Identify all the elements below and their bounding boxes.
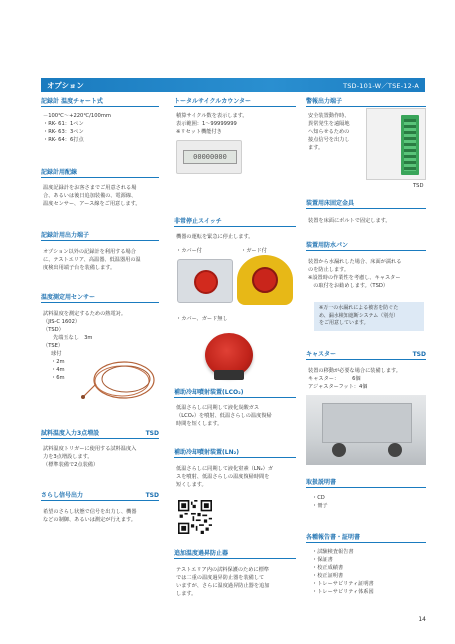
alarm-terminal-tag: TSD xyxy=(413,183,424,189)
recorder-wiring-title: 記録計用配線 xyxy=(41,167,159,178)
terminal-block-image xyxy=(366,108,426,180)
counter-display: 00000000 xyxy=(183,150,237,164)
temp-sensor-title: 温度測定用センサー xyxy=(41,292,159,303)
model-label: TSD-101-W／TSE-12-A xyxy=(343,81,419,90)
temp-sensor-text: 試料温度を測定するための熱電対。 （JIS-C 1602） （TSD） 先端玉なし 3m （TSE） 球付 ・2m ・4m ・6m xyxy=(43,311,127,381)
alarm-terminal-text: 安全装置動作時、 異常発生を遠隔地 へ知らせるための 接点信号を出力し ます。 xyxy=(308,113,350,151)
trigger-text: 試料温度トリガーに使用する試料温度入 力を3点増設します。 （標準装備で2点装備） xyxy=(43,446,137,468)
emergency-stop-plain-label: ・カバー、ガード無し xyxy=(176,316,228,322)
lco2-title: 補助冷却噴射装置(LCO₂) xyxy=(174,387,296,398)
exposure-output-text: 希望のさらし状態で信号を出力し、機器 などの制御、あるいは測定が行えます。 xyxy=(43,509,137,523)
ln2-title: 補助冷却噴射装置(LN₂) xyxy=(174,447,296,458)
page-number: 14 xyxy=(418,616,426,623)
overtemp-text: テストエリア内の試料保護のために標準 では二重の温度過昇防止器を装備して いますが、さらに温度過昇防止器を追加 します。 xyxy=(176,567,270,597)
reports-list: ・試験検査報告書 ・保証書 ・校正成績書 ・校正証明書 ・トレーサビリティ証明書 ・トレーサビリティ体系図 xyxy=(312,549,374,595)
reports-title: 各種報告書・証明書 xyxy=(306,532,426,543)
emergency-stop-cover-label: ・カバー付 xyxy=(176,248,202,254)
chart-recorder-title: 記録計 温度チャート式 xyxy=(41,96,159,107)
casters-text: 装置の移動が必要な場合に装備します。 キャスター： 6個 アジャスターフット：4個 xyxy=(308,368,401,390)
chart-recorder-text: －100℃～+220℃/100mm ・RK- 61：1ペン ・RK- 63：3ペン ・RK- 64：6打点 xyxy=(43,113,111,143)
stop-button-icon xyxy=(194,270,218,294)
output-terminal-title: 記録計用出力端子 xyxy=(41,230,159,241)
manual-text: ・CD ・冊子 xyxy=(312,495,328,509)
caster-photo xyxy=(306,395,426,465)
floor-fixing-text: 装置を床面にボルトで固定します。 xyxy=(308,218,391,224)
output-terminal-text: オプション以外の記録計を利用する場合 に、テストエリア、高温器、低温器用の温 度検出用端子台を装備します。 xyxy=(43,249,141,271)
emergency-stop-title: 非常停止スイッチ xyxy=(174,216,296,227)
exposure-output-title: さらし信号出力 TSD xyxy=(41,492,159,499)
stop-switch-guard-image xyxy=(237,255,293,305)
water-pan-title: 装置用防水パン xyxy=(306,240,426,251)
cycle-counter-text: 積算サイクル数を表示します。 表示範囲：1～99999999 ※リセット機能付き xyxy=(176,113,248,135)
manual-title: 取扱説明書 xyxy=(306,477,426,488)
emergency-stop-guard-label: ・ガード付 xyxy=(241,248,267,254)
stop-button-base xyxy=(214,370,244,380)
casters-title: キャスター TSD xyxy=(306,351,426,358)
caster-wheel xyxy=(332,443,346,457)
stop-button-icon xyxy=(252,267,278,293)
thermocouple-image xyxy=(78,356,158,410)
ln2-text: 低温さらしに同期して液化窒素（LN₂）ガ スを噴射、低温さらしの温度復帰時間を 短くします。 xyxy=(176,466,274,488)
water-pan-text: 装置から水漏れした場合、床面が濡れる のを防止します。 ※設置時の作業性を考慮し、キャスター の取付をお勧めします。（TSD） xyxy=(308,259,402,289)
recorder-wiring-text: 温度記録計をお客さまでご用意される場 合、あるいは後日追加装備の、電源線、 温度センサー、アース線をご用意します。 xyxy=(43,185,141,207)
counter-device-image xyxy=(176,140,242,174)
alarm-terminal-title: 警報出力端子 xyxy=(306,96,426,107)
terminal-strip xyxy=(401,115,419,175)
cycle-counter-title: トータルサイクルカウンター xyxy=(174,96,296,107)
lco2-text: 低温さらしに同期して液化炭酸ガス （LCO₂）を噴射、低温さらしの温度復帰 時間を短くします。 xyxy=(176,405,272,427)
emergency-stop-text: 機器の運転を緊急に停止します。 xyxy=(176,234,254,240)
caster-wheel xyxy=(388,443,402,457)
overtemp-title: 追加温度過昇防止器 xyxy=(174,548,296,559)
section-header-bar xyxy=(41,78,425,92)
stop-switch-cover-image xyxy=(177,259,233,303)
section-title: オプション xyxy=(47,80,84,90)
trigger-title: 試料温度入力3点増設 TSD xyxy=(41,430,159,437)
floor-fixing-title: 装置用床固定金具 xyxy=(306,198,426,209)
water-leak-note: ※万一の水漏れによる被害を防ぐた め、漏水検知遮断システム（別売） をご用意しています。 xyxy=(314,302,424,331)
qr-code-image xyxy=(178,500,212,534)
